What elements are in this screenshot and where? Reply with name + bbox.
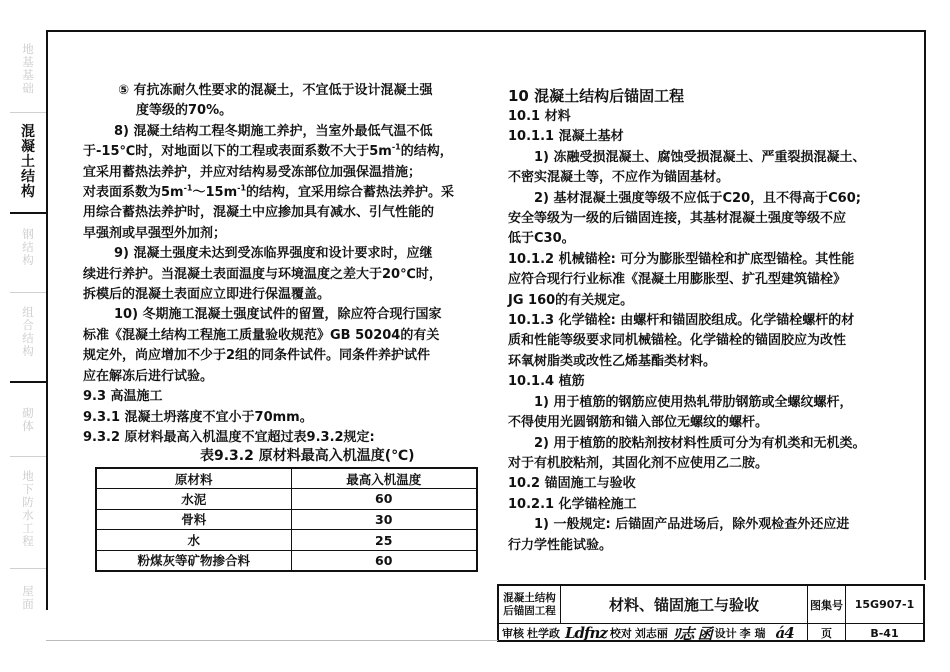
chapter-title: 10 混凝土结构后锚固工程 [508, 87, 685, 105]
sidebar-char: 地 [22, 42, 34, 56]
paragraph-line: 早强剂或早强型外加剂； [83, 225, 227, 241]
paragraph-line: 应在解冻后进行试验。 [83, 368, 214, 384]
paragraph-line: 续进行养护。当混凝土表面温度与环境温度之差大于20℃时， [83, 266, 442, 282]
paragraph-line: JG 160的有关规定。 [508, 292, 634, 308]
paragraph-line: 不密实混凝土等，不应作为锚固基材。 [508, 170, 730, 186]
reviewer-signature: Ldfnz [565, 624, 607, 642]
section-heading: 10.2 锚固施工与验收 [508, 476, 636, 492]
frame-right-border [924, 30, 926, 580]
sidebar-char: 凝 [21, 139, 35, 155]
section-heading: 10.1.1 混凝土基材 [508, 129, 624, 145]
table-row [96, 489, 477, 510]
sidebar-char: 基 [22, 55, 34, 69]
paragraph-line: 安全等级为一级的后锚固连接，其基材混凝土强度等级不应 [508, 211, 847, 227]
table-title: 表9.3.2 原材料最高入机温度(℃) [200, 448, 415, 464]
sidebar-item-roofing[interactable] [10, 585, 46, 611]
table-cell: 骨料 [96, 509, 291, 530]
signature-row: 审核 杜学政 Ldfnz 校对 刘志丽 ﾘ志 函 设计 李 瑞 á4 [502, 624, 794, 643]
sidebar-item-composite[interactable] [10, 306, 46, 358]
section-heading: 9.3 高温施工 [83, 389, 163, 405]
sidebar-char: 面 [22, 597, 34, 611]
sidebar-char: 构 [21, 184, 35, 200]
sidebar-char: 地 [22, 469, 34, 483]
section-heading: 9.3.2 原材料最高入机温度不宜超过表9.3.2规定: [83, 429, 375, 445]
section-heading: 9.3.1 混凝土坍落度不宜小于70mm。 [83, 409, 313, 425]
table-header: 原材料 [96, 468, 291, 489]
sidebar-item-foundation[interactable] [10, 43, 46, 95]
paragraph-line: 拆模后的混凝土表面应立即进行保温覆盖。 [83, 287, 331, 303]
sidebar-char: 结 [22, 331, 34, 345]
paragraph-line: 9) 混凝土强度未达到受冻临界强度和设计要求时，应继 [114, 246, 433, 262]
paragraph-line: 标准《混凝土结构工程施工质量验收规范》GB 50204的有关 [83, 327, 440, 343]
paragraph-line: 于-15℃时，对地面以下的工程或表面系数不大于$5m^{-1}$的结构， [83, 142, 453, 160]
section-heading: 10.1 材料 [508, 109, 571, 124]
paragraph-line: 宜采用蓄热法养护，并应对结构易受冻部位加强保温措施； [83, 164, 422, 180]
table-header-row [96, 468, 477, 489]
table-cell: 粉煤灰等矿物掺合料 [96, 550, 291, 571]
sidebar-char: 工 [22, 521, 34, 535]
sidebar-char: 下 [22, 482, 34, 496]
paragraph-line: 8) 混凝土结构工程冬期施工养护，当室外最低气温不低 [114, 123, 433, 139]
section-heading: 10.2.1 化学锚栓施工 [508, 496, 637, 512]
atlas-label: 图集号 [808, 586, 846, 623]
designer-signature: á4 [775, 624, 794, 642]
paragraph-line: 规定外，尚应增加不少于2组的同条件试件。同条件养护试件 [83, 348, 431, 364]
sidebar-char: 屋 [22, 584, 34, 598]
paragraph-line: 行力学性能试验。 [508, 537, 613, 553]
table-header: 最高入机温度 [291, 468, 477, 489]
frame-left-border [46, 30, 48, 610]
paragraph-line: 1) 冻融受损混凝土、腐蚀受损混凝土、严重裂损混凝土、 [534, 149, 866, 165]
paragraph-line: 2) 基材混凝土强度等级不应低于C20，且不得高于C60; [534, 190, 861, 206]
sidebar-char: 体 [22, 419, 34, 433]
drawing-title-block [497, 584, 925, 642]
table-row [96, 509, 477, 530]
paragraph-line: 质和性能等级要求同机械锚栓。化学锚栓的锚固胶应为改性 [508, 333, 847, 349]
table-cell: 30 [291, 509, 477, 530]
sidebar-item-steel[interactable] [10, 228, 46, 267]
paragraph-line: ⑤ 有抗冻耐久性要求的混凝土，不宜低于设计混凝土强 [118, 83, 433, 98]
table-row [96, 550, 477, 571]
sidebar-char: 水 [22, 508, 34, 522]
table-cell: 60 [291, 489, 477, 510]
paragraph-line: 1) 用于植筋的钢筋应使用热轧带肋钢筋或全螺纹螺杆， [534, 394, 853, 410]
atlas-number: 15G907-1 [854, 598, 915, 611]
sidebar-char: 础 [22, 81, 34, 95]
sidebar-char: 组 [22, 305, 34, 319]
paragraph-line: 1) 一般规定: 后锚固产品进场后，除外观检查外还应进 [534, 517, 850, 533]
sidebar-char: 合 [22, 318, 34, 332]
paragraph-line: 用综合蓄热法养护时，混凝土中应掺加具有减水、引气性能的 [83, 205, 435, 221]
sidebar-item-masonry[interactable] [10, 407, 46, 433]
table-cell: 水 [96, 530, 291, 551]
page-label: 页 [808, 624, 846, 642]
sidebar-char: 砌 [22, 406, 34, 420]
paragraph-line: 10.1.3 化学锚栓: 由螺杆和锚固胶组成。化学锚栓螺杆的材 [508, 313, 855, 329]
category-cell: 混凝土结构 后锚固工程 [499, 586, 561, 623]
table-cell: 60 [291, 550, 477, 571]
paragraph-line: 度等级的70%。 [136, 103, 233, 119]
drawing-title: 材料、锚固施工与验收 [608, 596, 759, 614]
left-text-column [83, 81, 483, 448]
paragraph-line: 10.1.2 机械锚栓: 可分为膨胀型锚栓和扩底型锚栓。其性能 [508, 251, 855, 267]
frame-top-border [46, 30, 924, 32]
table-cell: 25 [291, 530, 477, 551]
sidebar-item-concrete[interactable] [10, 125, 46, 200]
designer-name: 李 瑞 [739, 627, 766, 640]
right-text-column [508, 86, 908, 556]
section-heading: 10.1.4 植筋 [508, 374, 585, 390]
paragraph-line: 不得使用光圆钢筋和锚入部位无螺纹的螺杆。 [508, 415, 769, 431]
sidebar-char: 构 [22, 253, 34, 267]
paragraph-line: 应符合现行行业标准《混凝土用膨胀型、扩孔型建筑锚栓》 [508, 272, 847, 288]
sidebar-char: 基 [22, 68, 34, 82]
sidebar-char: 程 [22, 534, 34, 548]
max-temperature-table [95, 467, 478, 572]
page-number: B-41 [870, 626, 899, 640]
paragraph-line: 对于有机胶粘剂，其固化剂不应使用乙二胺。 [508, 455, 769, 471]
sidebar-char: 混 [21, 124, 35, 140]
sidebar-item-waterproofing[interactable] [10, 470, 46, 548]
reviewer-name: 杜学政 [527, 627, 560, 640]
checker-name: 刘志丽 [634, 627, 668, 640]
paragraph-line: 10) 冬期施工混凝土强度试件的留置，除应符合现行国家 [114, 307, 442, 323]
sidebar-char: 防 [22, 495, 34, 509]
category-sidebar [10, 0, 46, 620]
bottom-rule [46, 640, 498, 641]
sidebar-char: 构 [22, 344, 34, 358]
sidebar-char: 钢 [22, 227, 34, 241]
sidebar-char: 结 [21, 169, 35, 185]
paragraph-line: 对表面系数为$5m^{-1}\sim 15m^{-1}$的结构，宜采用综合蓄热法养护。采 [83, 183, 455, 201]
paragraph-line: 低于C30。 [508, 231, 575, 247]
table-row [96, 530, 477, 551]
table-cell: 水泥 [96, 489, 291, 510]
sidebar-char: 土 [21, 154, 35, 170]
paragraph-line: 2) 用于植筋的胶粘剂按材料性质可分为有机类和无机类。 [534, 435, 866, 451]
sidebar-char: 结 [22, 240, 34, 254]
paragraph-line: 环氧树脂类或改性乙烯基酯类材料。 [508, 353, 717, 369]
checker-signature: ﾘ志 函 [672, 624, 712, 643]
